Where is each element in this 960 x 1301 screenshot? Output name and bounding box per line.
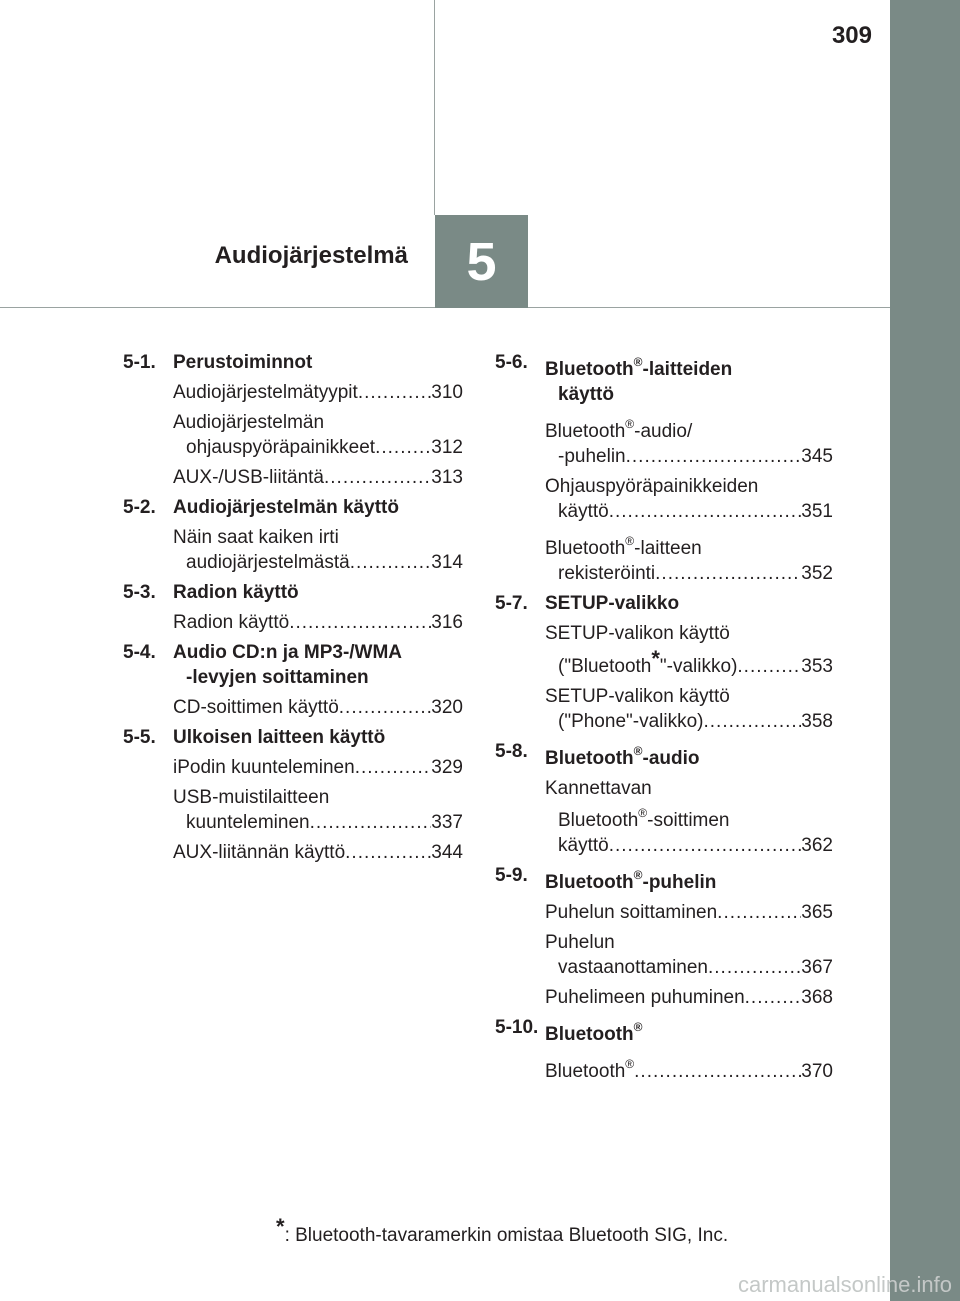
toc-section: 5-3. Radion käyttö (123, 582, 299, 603)
toc-entry[interactable]: Bluetooth®-laitteen rekisteröinti ..... 352 (545, 529, 833, 586)
toc-entry[interactable]: iPodin kuunteleminen ..... 329 (173, 755, 463, 780)
watermark: carmanualsonline.info (737, 1272, 952, 1297)
toc-section: 5-9. Bluetooth®-puhelin (495, 865, 717, 893)
toc-entry[interactable]: Radion käyttö ..... 316 (173, 610, 463, 635)
toc-entry[interactable]: SETUP-valikon käyttö ("Phone"-valikko) ..... 358 (545, 684, 833, 734)
toc-entry[interactable]: Audiojärjestelmätyypit ..... 310 (173, 380, 463, 405)
toc-entry[interactable]: Bluetooth®-audio/ -puhelin ..... 345 (545, 412, 833, 469)
toc-section: 5-5. Ulkoisen laitteen käyttö (123, 727, 386, 748)
toc-entry[interactable]: Audiojärjestelmän ohjauspyöräpainikkeet ..... 312 (173, 410, 463, 460)
toc-entry[interactable]: AUX-/USB-liitäntä ..... 313 (173, 465, 463, 490)
chapter-number-box: 5 (435, 215, 528, 308)
toc-entry[interactable]: USB-muistilaitteen kuunteleminen ..... 337 (173, 785, 463, 835)
chapter-title: Audiojärjestelmä (214, 242, 408, 269)
toc-left-column (123, 350, 463, 870)
toc-section: 5-8. Bluetooth®-audio (495, 741, 700, 769)
toc-entry[interactable]: Puhelun vastaanottaminen ..... 367 (545, 930, 833, 980)
toc-section: 5-2. Audiojärjestelmän käyttö (123, 497, 399, 518)
toc-section: 5-10. Bluetooth® (495, 1017, 643, 1045)
toc-entry[interactable]: CD-soittimen käyttö ..... 320 (173, 695, 463, 720)
toc-section: 5-6. Bluetooth®-laitteiden käyttö (495, 352, 733, 405)
toc-entry[interactable]: Puhelun soittaminen ..... 365 (545, 900, 833, 925)
page-number: 309 (831, 22, 872, 49)
chapter-side-tab (890, 0, 960, 1301)
toc-entry[interactable]: AUX-liitännän käyttö ..... 344 (173, 840, 463, 865)
toc-section: 5-4. Audio CD:n ja MP3-/WMA -levyjen soittaminen (123, 642, 403, 688)
toc-entry[interactable]: SETUP-valikon käyttö ("Bluetooth*"-valikko) ..... 353 (545, 621, 833, 679)
toc-entry[interactable]: Bluetooth® ..... 370 (545, 1052, 833, 1084)
toc-section: 5-1. Perustoiminnot (123, 352, 313, 373)
toc-right-column (495, 350, 833, 1089)
toc-entry[interactable]: Kannettavan Bluetooth®-soittimen käyttö ..... 362 (545, 776, 833, 858)
toc-section: 5-7. SETUP-valikko (495, 593, 680, 614)
divider-vertical (434, 0, 435, 215)
toc-entry[interactable]: Ohjauspyöräpainikkeiden käyttö ..... 351 (545, 474, 833, 524)
toc-entry[interactable]: Puhelimeen puhuminen ..... 368 (545, 985, 833, 1010)
toc-entry[interactable]: Näin saat kaiken irti audiojärjestelmästä ..... 314 (173, 525, 463, 575)
footnote: *: Bluetooth-tavaramerkin omistaa Bluetooth SIG, Inc. (276, 1214, 729, 1246)
